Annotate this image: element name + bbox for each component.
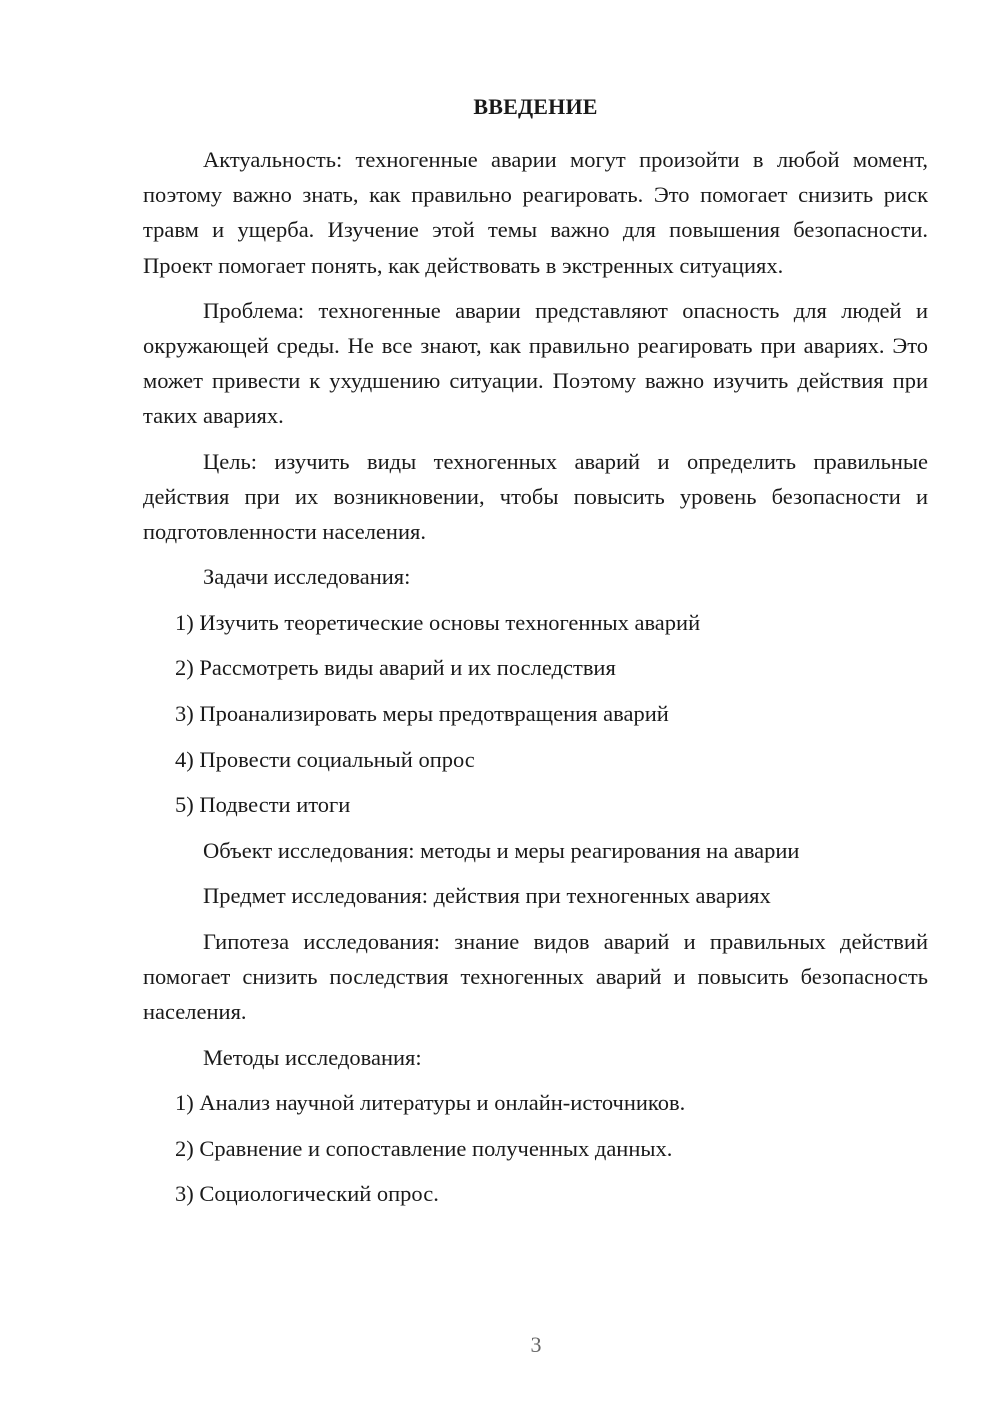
document-page	[143, 92, 928, 1222]
goal-paragraph: Цель: изучить виды техногенных аварий и определить правильные действия при их возникновении, чтобы повысить уровень безопасности и подготовленности населения.	[143, 448, 928, 545]
tasks-heading: Задачи исследования:	[203, 564, 411, 590]
problem-paragraph: Проблема: техногенные аварии представляют опасность для людей и окружающей среды. Не все знают, как правильно реагировать при авариях. Это может привести к ухудшению ситуации. Поэтому важно изучить действия при таких авариях.	[143, 297, 928, 429]
hypothesis-paragraph: Гипотеза исследования: знание видов аварий и правильных действий помогает снизить последствия техногенных аварий и повысить безопасность населения.	[143, 928, 928, 1025]
object-line: Объект исследования: методы и меры реагирования на аварии	[203, 837, 800, 863]
page-number: 3	[530, 1332, 542, 1357]
page-title: ВВЕДЕНИЕ	[473, 94, 598, 119]
task-item: 4) Провести социальный опрос	[175, 746, 475, 772]
relevance-paragraph: Актуальность: техногенные аварии могут произойти в любой момент, поэтому важно знать, как правильно реагировать. Это помогает снизить риск травм и ущерба. Изучение этой темы важно для повышения безопасности. Проект помогает понять, как действовать в экстренных ситуациях.	[143, 147, 928, 278]
method-item: 1) Анализ научной литературы и онлайн-источников.	[175, 1090, 686, 1116]
method-item: 3) Социологический опрос.	[175, 1181, 439, 1207]
task-item: 2) Рассмотреть виды аварий и их последствия	[175, 655, 616, 681]
methods-heading: Методы исследования:	[203, 1044, 422, 1070]
method-item: 2) Сравнение и сопоставление полученных данных.	[175, 1135, 673, 1161]
subject-line: Предмет исследования: действия при техногенных авариях	[203, 883, 771, 909]
task-item: 5) Подвести итоги	[175, 792, 351, 818]
task-item: 3) Проанализировать меры предотвращения аварий	[175, 701, 669, 727]
task-item: 1) Изучить теоретические основы техногенных аварий	[175, 609, 701, 635]
